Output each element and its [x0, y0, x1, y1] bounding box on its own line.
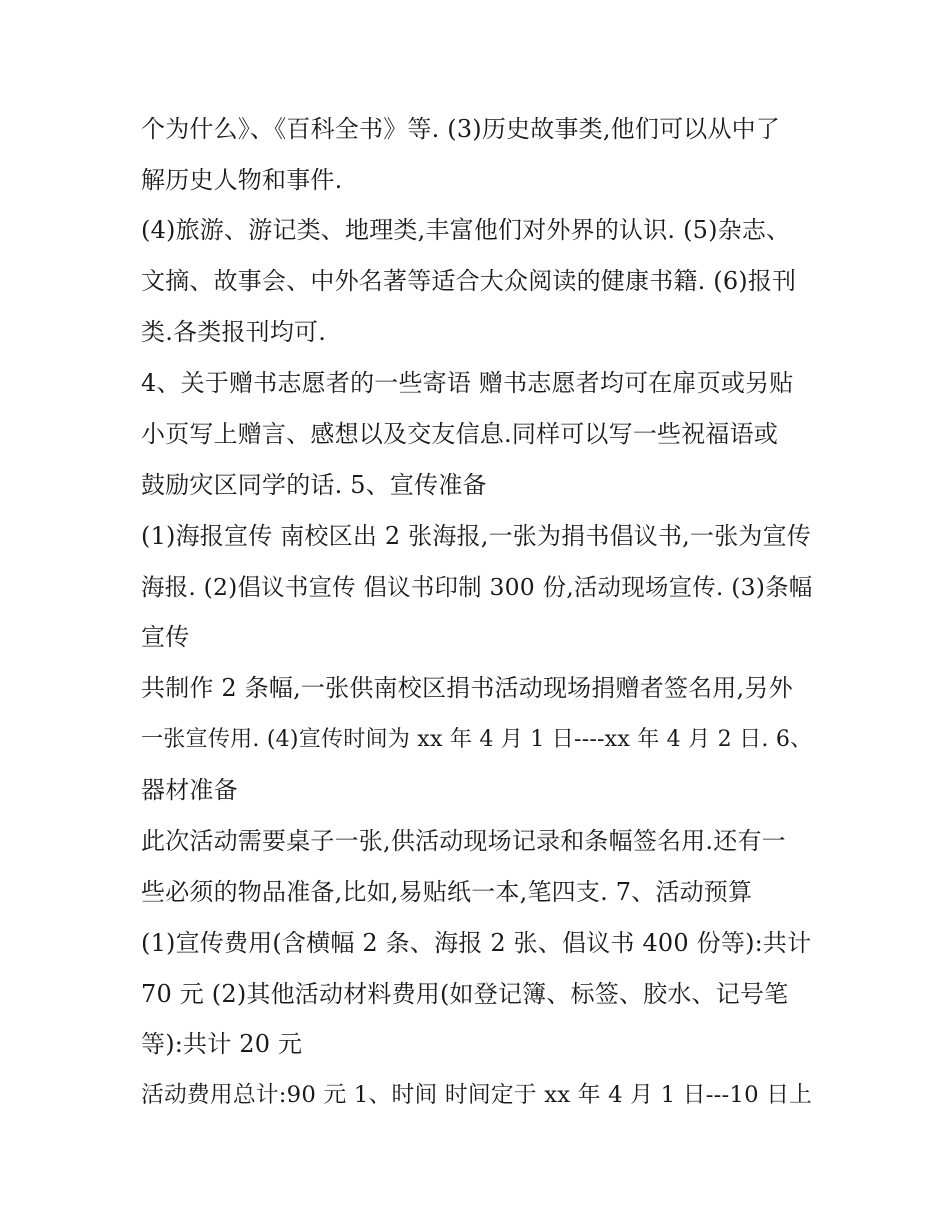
text-line: 个为什么》、《百科全书》等. (3)历史故事类,他们可以从中了	[141, 115, 781, 143]
text-line: (1)海报宣传 南校区出 2 张海报,一张为捐书倡议书,一张为宣传	[141, 522, 812, 550]
text-line: 共制作 2 条幅,一张供南校区捐书活动现场捐赠者签名用,另外	[141, 674, 793, 702]
text-line: 活动费用总计:90 元 1、时间 时间定于 xx 年 4 月 1 日---10 日上	[141, 1082, 813, 1108]
text-line: 类.各类报刊均可.	[141, 318, 327, 346]
text-line: 此次活动需要桌子一张,供活动现场记录和条幅签名用.还有一	[141, 827, 786, 855]
text-line: (1)宣传费用(含横幅 2 条、海报 2 张、倡议书 400 份等):共计	[141, 929, 812, 957]
text-line: 鼓励灾区同学的话. 5、宣传准备	[141, 471, 487, 499]
text-line: 海报. (2)倡议书宣传 倡议书印制 300 份,活动现场宣传. (3)条幅	[141, 573, 813, 601]
text-line: 4、关于赠书志愿者的一些寄语 赠书志愿者均可在扉页或另贴	[141, 369, 794, 397]
text-line: 一张宣传用. (4)宣传时间为 xx 年 4 月 1 日----xx 年 4 月 2 日. 6、	[141, 726, 813, 752]
text-line: 些必须的物品准备,比如,易贴纸一本,笔四支. 7、活动预算	[141, 878, 753, 906]
text-line: 小页写上赠言、感想以及交友信息.同样可以写一些祝福语或	[141, 420, 779, 448]
text-line: 文摘、故事会、中外名著等适合大众阅读的健康书籍. (6)报刊	[141, 267, 797, 295]
text-line: (4)旅游、游记类、地理类,丰富他们对外界的认识. (5)杂志、	[141, 216, 791, 244]
text-line: 解历史人物和事件.	[141, 166, 343, 194]
text-line: 等):共计 20 元	[141, 1030, 303, 1058]
text-line: 70 元 (2)其他活动材料费用(如登记簿、标签、胶水、记号笔	[141, 980, 789, 1008]
text-line: 宣传	[141, 623, 190, 651]
text-line: 器材准备	[141, 776, 238, 804]
